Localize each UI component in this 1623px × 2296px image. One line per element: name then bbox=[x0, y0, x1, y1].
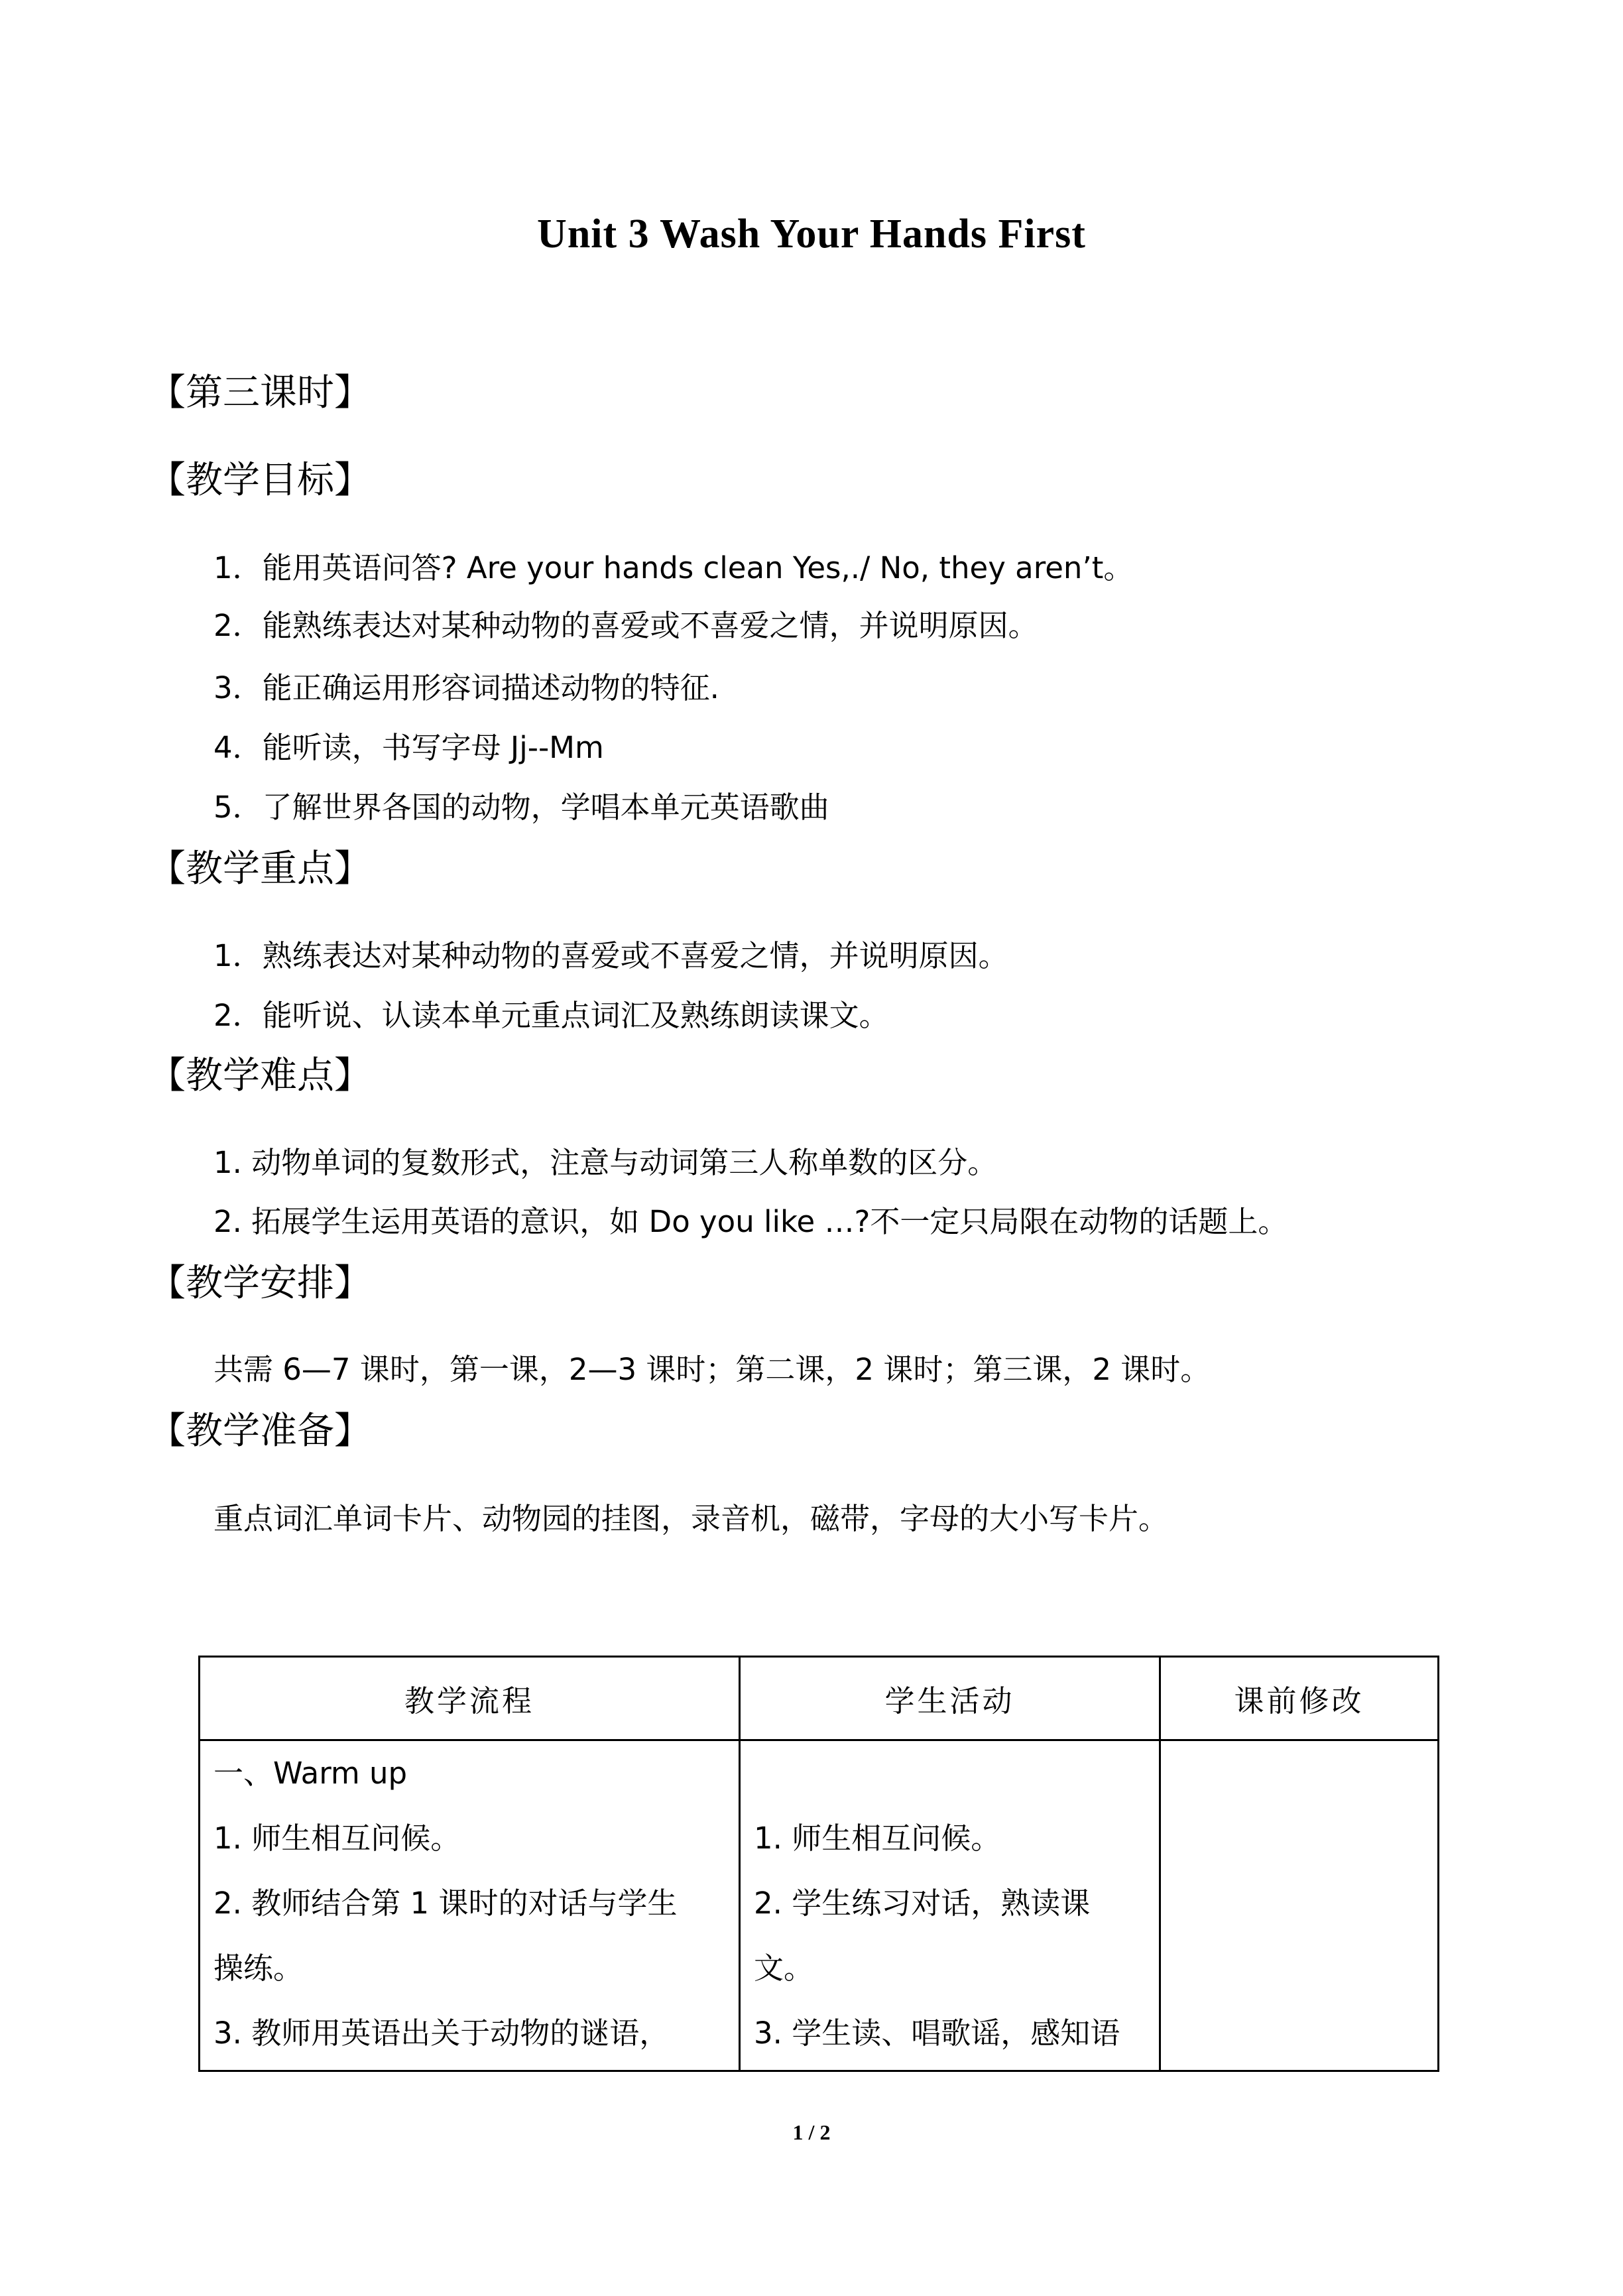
cell-line: 一、Warm up bbox=[213, 1756, 408, 1791]
teaching-process-cell bbox=[200, 1740, 740, 2071]
cell-line: 2. 教师结合第 1 课时的对话与学生 bbox=[213, 1886, 678, 1921]
table-row bbox=[200, 1740, 1439, 2071]
difficulty-item: 2. 拓展学生运用英语的意识，如 Do you like …?不一定只局限在动物的话题上。 bbox=[213, 1204, 1288, 1239]
teaching-process-table bbox=[198, 1656, 1439, 2072]
preparation-heading: 【教学准备】 bbox=[149, 1410, 371, 1453]
cell-line: 3. 学生读、唱歌谣，感知语 bbox=[754, 2016, 1120, 2051]
cell-line: 2. 学生练习对话，熟读课 bbox=[754, 1886, 1091, 1921]
cell-line bbox=[754, 1741, 1146, 1806]
objective-item: 2．能熟练表达对某种动物的喜爱或不喜爱之情，并说明原因。 bbox=[213, 608, 1038, 643]
objective-item: 1．能用英语问答? Are your hands clean Yes,./ No, they aren’t。 bbox=[213, 550, 1134, 585]
lesson-heading: 【第三课时】 bbox=[149, 371, 371, 414]
objectives-heading: 【教学目标】 bbox=[149, 459, 371, 502]
arrangement-text: 共需 6—7 课时，第一课，2—3 课时；第二课，2 课时；第三课，2 课时。 bbox=[213, 1352, 1211, 1387]
preparation-text: 重点词汇单词卡片、动物园的挂图，录音机，磁带，字母的大小写卡片。 bbox=[213, 1501, 1169, 1536]
key-point-item: 1．熟练表达对某种动物的喜爱或不喜爱之情，并说明原因。 bbox=[213, 938, 1008, 973]
cell-line: 1. 师生相互问候。 bbox=[754, 1821, 1001, 1856]
objective-item: 4．能听读，书写字母 Jj--Mm bbox=[213, 730, 604, 765]
student-activity-cell bbox=[740, 1740, 1160, 2071]
header-pre-class-revision: 课前修改 bbox=[1160, 1657, 1439, 1740]
document-title: Unit 3 Wash Your Hands First bbox=[537, 211, 1086, 257]
difficulties-heading: 【教学难点】 bbox=[149, 1054, 371, 1097]
page-number: 1 / 2 bbox=[792, 2120, 831, 2144]
difficulty-item: 1. 动物单词的复数形式，注意与动词第三人称单数的区分。 bbox=[213, 1145, 998, 1180]
cell-line: 文。 bbox=[754, 1951, 814, 1986]
cell-line: 3. 教师用英语出关于动物的谜语， bbox=[213, 2016, 670, 2051]
header-teaching-process: 教学流程 bbox=[200, 1657, 740, 1740]
table-header-row bbox=[200, 1657, 1439, 1740]
objective-item: 5．了解世界各国的动物，学唱本单元英语歌曲 bbox=[213, 790, 829, 825]
cell-line: 操练。 bbox=[213, 1951, 304, 1986]
objective-item: 3．能正确运用形容词描述动物的特征. bbox=[213, 670, 719, 705]
header-student-activity: 学生活动 bbox=[740, 1657, 1160, 1740]
key-point-item: 2．能听说、认读本单元重点词汇及熟练朗读课文。 bbox=[213, 998, 889, 1033]
arrangement-heading: 【教学安排】 bbox=[149, 1262, 371, 1305]
pre-class-revision-cell bbox=[1160, 1740, 1439, 2071]
key-points-heading: 【教学重点】 bbox=[149, 847, 371, 890]
cell-line: 1. 师生相互问候。 bbox=[213, 1821, 461, 1856]
